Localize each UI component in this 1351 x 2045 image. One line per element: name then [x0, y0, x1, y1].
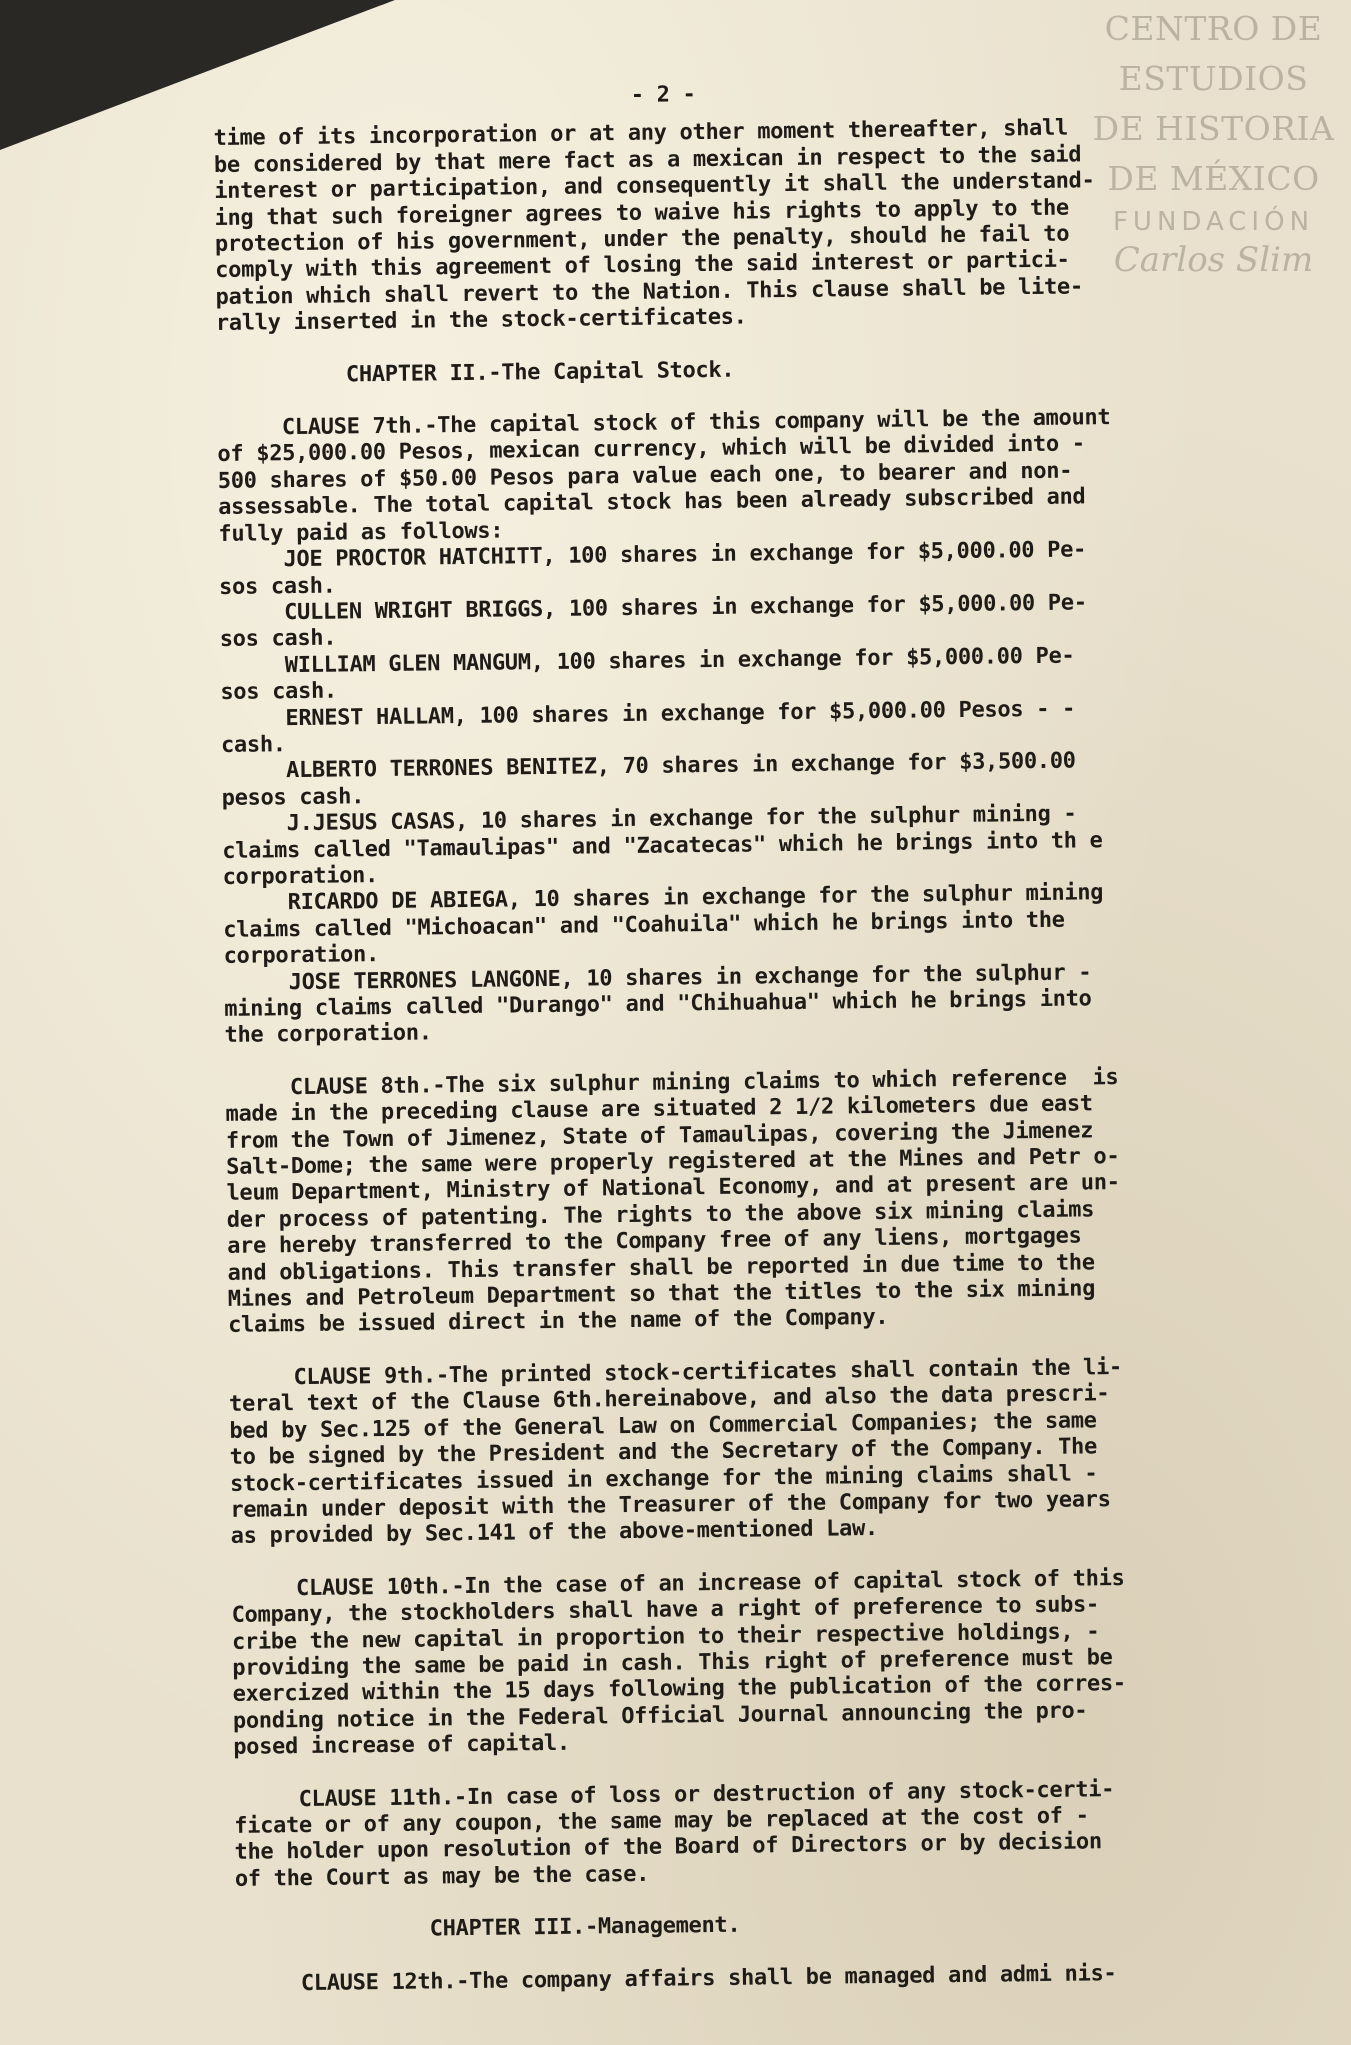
- watermark-foundation: FUNDACIÓN: [1112, 207, 1315, 237]
- page-number: - 2 -: [630, 82, 696, 108]
- chapter-heading-management: CHAPTER III.-Management.: [235, 1912, 741, 1945]
- paragraph-carryover: time of its incorporation or at any other moment thereafter, shall be considered by that mere fact as a mexican in respect to the said interest or participation, and consequently it shall the understand- ing that such foreigner agrees to waive his rights to apply to the protection of his government, under the penalty, should he fail to comply with this agreement of losing the said interest or partici- pation which shall revert to the Nation. This clause shall be lite- rally inserted in the stock-certificates.: [213, 115, 1095, 337]
- clause-10: CLAUSE 10th.-In the case of an increase of capital stock of this Company, the stockholders shall have a right of preference to subs- cribe the new capital in proportion to their respective holdings, - providing the same be paid in cash. This right of preference must be exercized within the 15 days following the publication of the corres- ponding notice in the Federal Official Journal announcing the pro- posed increase of capital.: [231, 1565, 1126, 1761]
- watermark-signature: Carlos Slim: [1113, 240, 1314, 280]
- clause-9: CLAUSE 9th.-The printed stock-certificates shall contain the li- teral text of the Clause 6th.hereinabove, and also the data prescri- bed by Sec.125 of the General Law on Commercial Companies; the same to be signed by the President and the Secretary of the Company. The stock-certificates issued in exchange for the mining claims shall - remain under deposit with the Treasurer of the Company for two years as provided by Sec.141 of the above-mentioned Law.: [228, 1354, 1123, 1550]
- clause-12: CLAUSE 12th.-The company affairs shall be managed and admi nis-: [236, 1960, 1117, 1997]
- watermark-line: DE MÉXICO: [1107, 159, 1320, 198]
- watermark-line: CENTRO DE: [1104, 9, 1323, 48]
- document-body: [213, 75, 1336, 1998]
- clause-8: CLAUSE 8th.-The six sulphur mining claims to which reference is made in the preceding clause are situated 2 1/2 kilometers due east from the Town of Jimenez, State of Tamaulipas, covering the Jimenez Salt-Dome; the same were properly registered at the Mines and Petr o- leum Department, Ministry of National Economy, and at present are un- der process of patenting. The rights to the above six mining claims are hereby transferred to the Company free of any liens, mortgages and obligations. This transfer shall be reported in due time to the Mines and Petroleum Department so that the titles to the six mining claims be issued direct in the name of the Company.: [225, 1064, 1120, 1339]
- clause-11: CLAUSE 11th.-In case of loss or destruction of any stock-certi- ficate or of any coupon, the same may be replaced at the cost of - the holder upon resolution of the Board of Directors or by decision of the Court as may be the case.: [233, 1776, 1115, 1892]
- watermark-line: DE HISTORIA: [1092, 109, 1335, 148]
- watermark-line: ESTUDIOS: [1118, 59, 1309, 98]
- clause-7: CLAUSE 7th.-The capital stock of this company will be the amount of $25,000.00 Pesos, mexican currency, which will be divided into - 500 shares of $50.00 Pesos para value each one, to bearer and non- assessable. The total capital stock has been already subscribed and fully paid as follows: JOE PROCTOR HATCHITT, 100 shares in exchange for $5,000.00 Pe- sos cash. CULLEN WRIGHT BRIGGS, 100 shares in exchange for $5,000.00 Pe- sos cash. WILLIAM GLEN MANGUM, 100 shares in exchange for $5,000.00 Pe- sos cash. ERNEST HALLAM, 100 shares in exchange for $5,000.00 Pesos - - cash. ALBERTO TERRONES BENITEZ, 70 shares in exchange for $3,500.00 pesos cash. J.JESUS CASAS, 10 shares in exchange for the sulphur mining - claims called "Tamaulipas" and "Zacatecas" which he brings into th e corporation. RICARDO DE ABIEGA, 10 shares in exchange for the sulphur mining claims called "Michoacan" and "Coahuila" which he brings into the corporation. JOSE TERRONES LANGONE, 10 shares in exchange for the sulphur - mining claims called "Durango" and "Chihuahua" which he brings into the corporation.: [217, 405, 1111, 1049]
- chapter-heading-capital-stock: CHAPTER II.-The Capital Stock.: [216, 357, 735, 389]
